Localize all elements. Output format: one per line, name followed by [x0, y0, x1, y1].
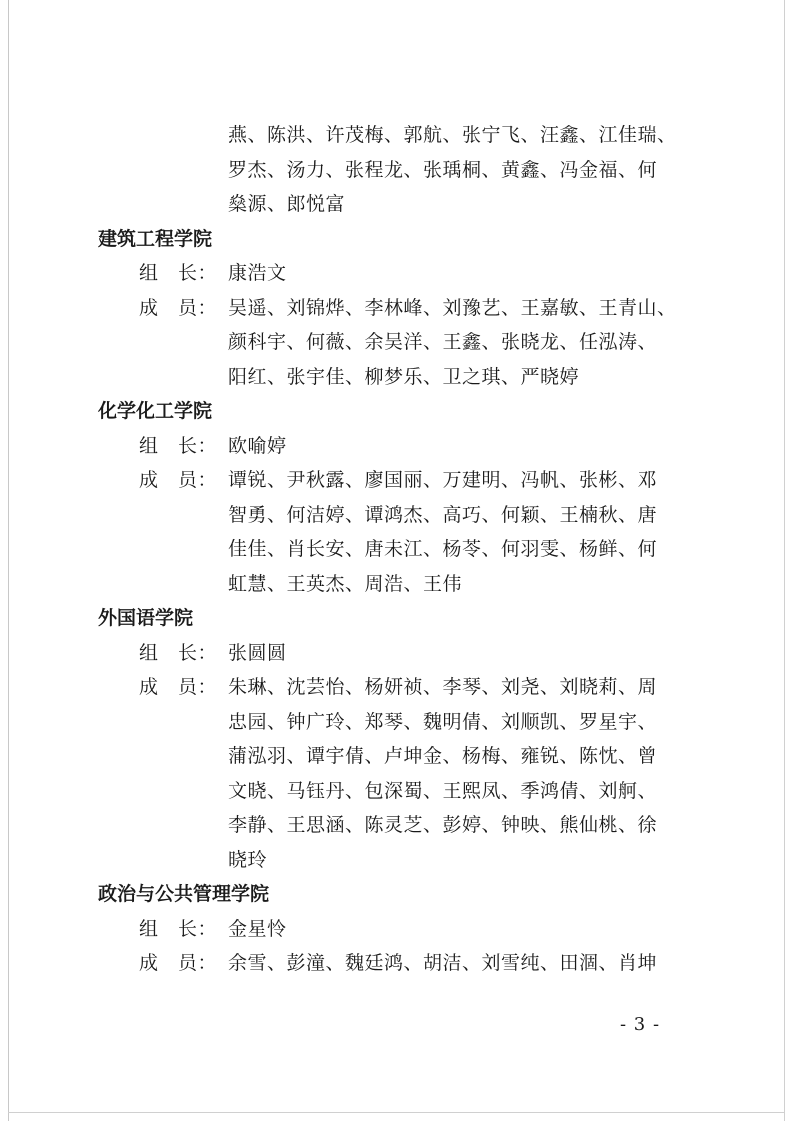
- leader-label: 组 长：: [139, 434, 218, 457]
- leader-row: [98, 912, 698, 947]
- members-label: 成 员：: [139, 469, 218, 491]
- members-row: [98, 946, 698, 981]
- member-line: 颜科宇、何薇、余吴洋、王鑫、张晓龙、任泓涛、: [228, 331, 658, 353]
- leader-name: 张圆圆: [228, 641, 287, 664]
- member-line: 蒲泓羽、谭宇倩、卢坤金、杨梅、雍锐、陈忱、曾: [228, 745, 658, 767]
- college-section: [98, 601, 698, 877]
- leader-row: [98, 636, 698, 671]
- members-label: 成 员：: [139, 676, 218, 698]
- member-line: 罗杰、汤力、张程龙、张瑀桐、黄鑫、冯金福、何: [228, 158, 658, 181]
- college-section: [98, 877, 698, 981]
- member-line: 忠园、钟广玲、郑琴、魏明倩、刘顺凯、罗星宇、: [228, 710, 658, 733]
- members-label: 成 员：: [139, 296, 218, 319]
- members-row: [98, 670, 698, 705]
- member-line: 朱琳、沈芸怡、杨妍祯、李琴、刘尧、刘晓莉、周: [228, 676, 658, 698]
- college-heading: 建筑工程学院: [98, 227, 213, 250]
- leader-name: 欧喻婷: [228, 434, 287, 457]
- member-line: 燊源、郎悦富: [228, 193, 346, 215]
- member-line: 阳红、张宇佳、柳梦乐、卫之琪、严晓婷: [228, 365, 580, 388]
- member-line: 虹慧、王英杰、周浩、王伟: [228, 572, 463, 595]
- member-line: 李静、王思涵、陈灵芝、彭婷、钟映、熊仙桃、徐: [228, 814, 658, 836]
- member-line: 谭锐、尹秋露、廖国丽、万建明、冯帆、张彬、邓: [228, 469, 658, 491]
- scan-border-bottom: [8, 1112, 785, 1113]
- member-line: 燕、陈洪、许茂梅、郭航、张宁飞、汪鑫、江佳瑞、: [228, 124, 677, 146]
- leader-row: [98, 256, 698, 291]
- members-row: [98, 463, 698, 498]
- member-line: 晓玲: [228, 848, 268, 871]
- college-heading: 化学化工学院: [98, 400, 213, 422]
- scan-border-right: [784, 0, 785, 1121]
- scan-border-left: [8, 0, 9, 1121]
- member-line: 吴遥、刘锦烨、李林峰、刘豫艺、王嘉敏、王青山、: [228, 296, 677, 319]
- leader-name: 康浩文: [228, 262, 287, 284]
- member-line: 文晓、马钰丹、包深蜀、王熙凤、季鸿倩、刘舸、: [228, 779, 658, 802]
- college-heading: 政治与公共管理学院: [98, 883, 270, 905]
- leader-label: 组 长：: [139, 262, 218, 284]
- leader-row: [98, 429, 698, 464]
- member-line: 余雪、彭潼、魏廷鸿、胡洁、刘雪纯、田涸、肖坤: [228, 952, 658, 974]
- leader-label: 组 长：: [139, 917, 218, 940]
- college-heading: 外国语学院: [98, 607, 194, 629]
- members-label: 成 员：: [139, 952, 218, 974]
- document-body: [98, 118, 698, 981]
- page-number: - 3 -: [620, 1014, 661, 1035]
- member-line: 智勇、何洁婷、谭鸿杰、高巧、何颖、王楠秋、唐: [228, 503, 658, 526]
- leader-label: 组 长：: [139, 641, 218, 664]
- college-section: [98, 394, 698, 601]
- leader-name: 金星怜: [228, 917, 287, 940]
- continued-member-list: [98, 118, 698, 222]
- members-row: [98, 291, 698, 326]
- member-line: 佳佳、肖长安、唐未江、杨苓、何羽雯、杨鲜、何: [228, 538, 658, 560]
- college-section: [98, 222, 698, 395]
